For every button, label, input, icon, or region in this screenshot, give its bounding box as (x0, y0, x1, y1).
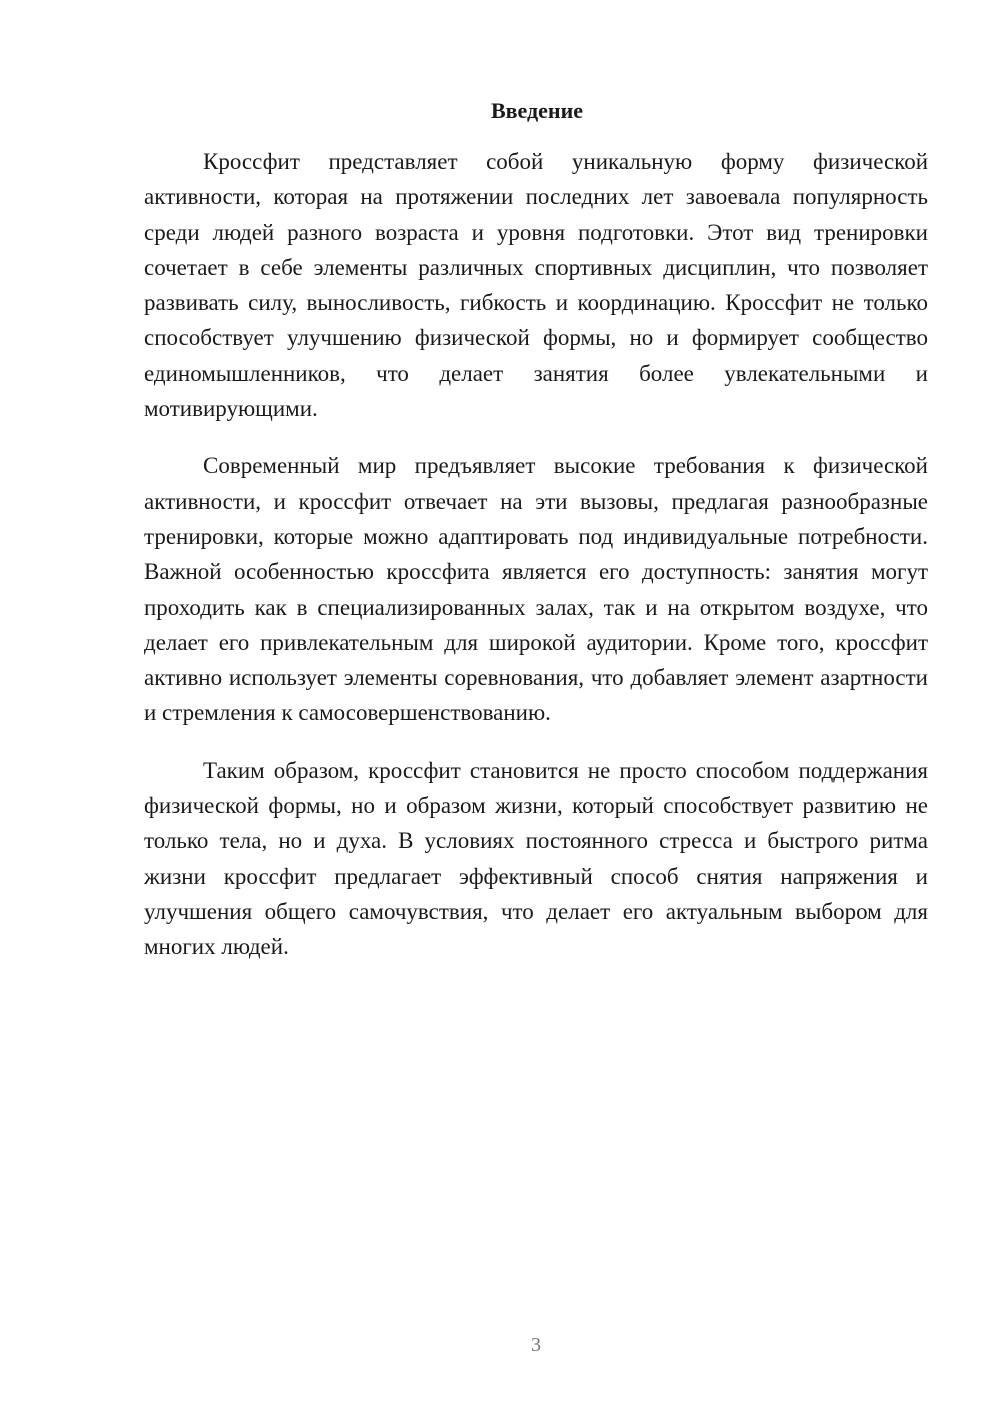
paragraph-2: Современный мир предъявляет высокие требования к физической активности, и кроссфит отвечает на эти вызовы, предлагая разнообразные тренировки, которые можно адаптировать под индивидуальные потребности. Важной особенностью кроссфита является его доступность: занятия могут проходить как в специализированных залах, так и на открытом воздухе, что делает его привлекательным для широкой аудитории. Кроме того, кроссфит активно использует элементы соревнования, что добавляет элемент азартности и стремления к самосовершенствованию. (144, 453, 928, 726)
page-number: 3 (531, 1334, 541, 1356)
page-content (144, 96, 928, 965)
paragraph-1: Кроссфит представляет собой уникальную форму физической активности, которая на протяжении последних лет завоевала популярность среди людей разного возраста и уровня подготовки. Этот вид тренировки сочетает в себе элементы различных спортивных дисциплин, что позволяет развивать силу, выносливость, гибкость и координацию. Кроссфит не только способствует улучшению физической формы, но и формирует сообщество единомышленников, что делает занятия более увлекательными и мотивирующими. (144, 149, 928, 422)
paragraph-3: Таким образом, кроссфит становится не просто способом поддержания физической формы, но и образом жизни, который способствует развитию не только тела, но и духа. В условиях постоянного стресса и быстрого ритма жизни кроссфит предлагает эффективный способ снятия напряжения и улучшения общего самочувствия, что делает его актуальным выбором для многих людей. (144, 757, 928, 960)
section-heading: Введение (490, 98, 584, 123)
